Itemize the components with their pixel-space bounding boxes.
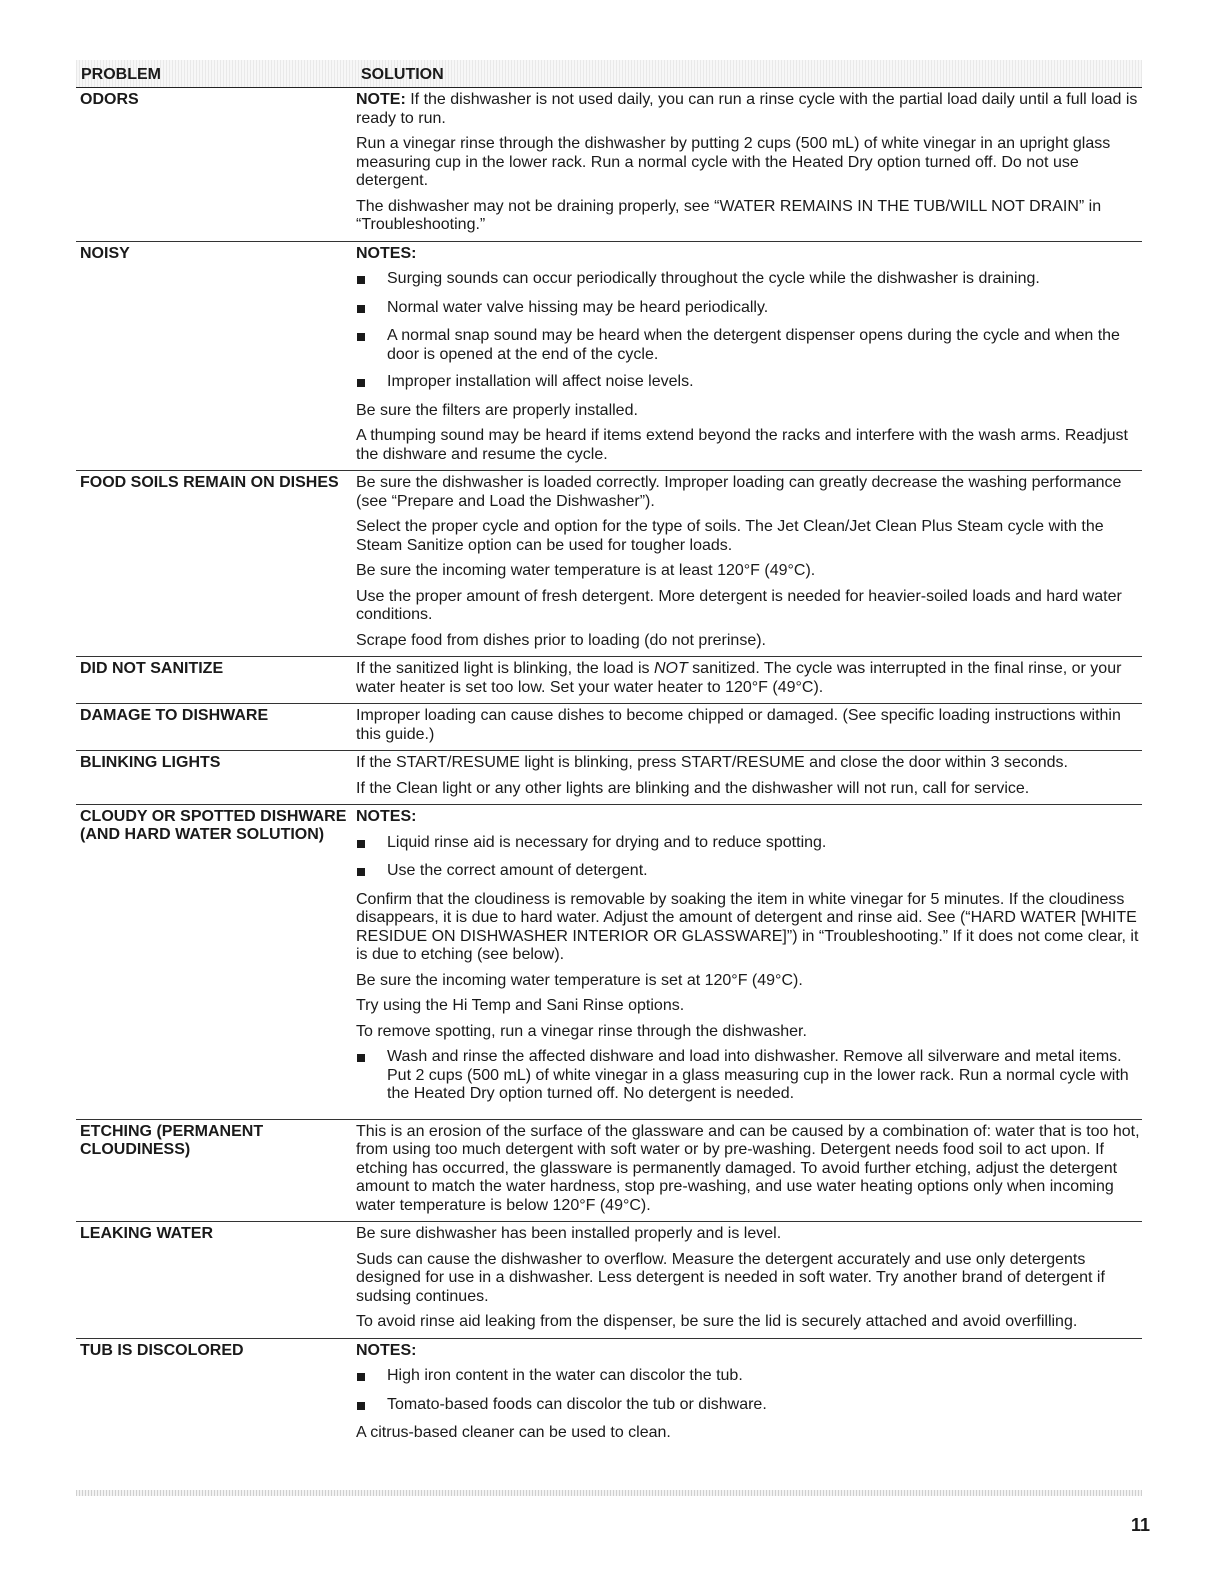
table-row [76,471,1142,657]
problem-label: DID NOT SANITIZE [80,660,224,677]
square-bullet-icon [356,834,387,854]
bullet-text: Surging sounds can occur periodically throughout the cycle while the dishwasher is draining. [387,270,1040,287]
problem-label: DAMAGE TO DISHWARE [80,707,269,724]
notes-heading: NOTES: [356,808,417,825]
table-row [76,805,1142,1120]
table-row [76,751,1142,805]
bullet-text: Improper installation will affect noise levels. [387,373,694,390]
solution-paragraph: Confirm that the cloudiness is removable by soaking the item in white vinegar for 5 minutes. If the cloudiness disappears, it is due to hard water. Adjust the amount of detergent and rinse aid. See (“HARD WATER [WHITE RESIDUE ON DISHWASHER INTERIOR OR GLASSWARE]”) in “Troubleshooting.” If it does not come clear, it is due to etching (see below). [356,890,1139,963]
solution-paragraph: Run a vinegar rinse through the dishwasher by putting 2 cups (500 mL) of white vinegar in an upright glass measuring cup in the lower rack. Run a normal cycle with the Heated Dry option turned off. Do not use detergent. [356,135,1111,189]
solution-paragraph: If the Clean light or any other lights are blinking and the dishwasher will not run, call for service. [356,779,1030,797]
bullet-item [356,1367,1142,1387]
solution-paragraph: A thumping sound may be heard if items extend beyond the racks and interfere with the wash arms. Readjust the dishware and resume the cycle. [356,427,1128,463]
solution-paragraph: Scrape food from dishes prior to loading (do not prerinse). [356,631,766,649]
square-bullet-icon [356,1396,387,1416]
problem-label: BLINKING LIGHTS [80,754,221,771]
notes-heading: NOTES: [356,244,417,262]
solution-column-header: SOLUTION [361,66,444,83]
table-row [76,704,1142,751]
solution-paragraph: Be sure the incoming water temperature is set at 120°F (49°C). [356,971,803,989]
solution-paragraph: Be sure the filters are properly installed. [356,401,638,419]
table-body [76,88,1142,1449]
note-text: If the dishwasher is not used daily, you can run a rinse cycle with the partial load daily until a full load is ready to run. [356,91,1138,127]
solution-paragraph: Improper loading can cause dishes to become chipped or damaged. (See specific loading instructions within this guide.) [356,707,1121,743]
solution-paragraph: Be sure the incoming water temperature is at least 120°F (49°C). [356,562,816,579]
solution-paragraph: To remove spotting, run a vinegar rinse through the dishwasher. [356,1022,807,1040]
table-row [76,88,1142,242]
solution-cell [356,1339,1142,1449]
troubleshooting-table [76,60,1142,1449]
table-header [76,60,1142,88]
note-label: NOTE: [356,91,406,108]
square-bullet-icon [356,862,387,882]
bullet-text: Use the correct amount of detergent. [387,862,648,879]
solution-paragraph: If the START/RESUME light is blinking, press START/RESUME and close the door within 3 seconds. [356,754,1068,771]
solution-cell [356,88,1142,241]
problem-label: ETCHING (PERMANENT CLOUDINESS) [80,1122,264,1158]
solution-cell [356,1120,1142,1222]
solution-paragraph: Be sure the dishwasher is loaded correctly. Improper loading can greatly decrease the washing performance (see “Prepare and Load the Dishwasher”). [356,474,1122,510]
problem-label: FOOD SOILS REMAIN ON DISHES [80,474,339,491]
text-segment: sanitized. The cycle was interrupted in the final rinse, or your water heater is set too low. Set your water heater to 120°F (49°C). [356,660,1122,696]
notes-heading: NOTES: [356,1341,417,1359]
page-number: 11 [1130,1515,1150,1535]
square-bullet-icon [356,270,387,290]
square-bullet-icon [356,299,387,319]
bottom-rule [76,1490,1142,1496]
bullet-item [356,270,1142,290]
solution-cell [356,471,1142,656]
square-bullet-icon [356,1048,387,1104]
bullet-text: Liquid rinse aid is necessary for drying and to reduce spotting. [387,833,827,851]
problem-column-header: PROBLEM [81,66,161,83]
solution-paragraph: The dishwasher may not be draining properly, see “WATER REMAINS IN THE TUB/WILL NOT DRAIN” in “Troubleshooting.” [356,197,1102,233]
bullet-item [356,1048,1142,1104]
problem-label: NOISY [80,244,130,262]
solution-cell [356,657,1142,703]
bullet-item [356,862,1142,882]
problem-label: CLOUDY OR SPOTTED DISHWARE (AND HARD WATER SOLUTION) [80,808,347,843]
square-bullet-icon [356,1367,387,1387]
solution-cell [356,704,1142,750]
solution-cell [356,1222,1142,1338]
table-row [76,1120,1142,1223]
table-row [76,242,1142,472]
table-row [76,1339,1142,1449]
bullet-item [356,299,1142,319]
bullet-text: Wash and rinse the affected dishware and load into dishwasher. Remove all silverware and metal items. Put 2 cups (500 mL) of white vinegar in a glass measuring cup in the lower rack. Run a normal cycle with the Heated Dry option turned off. No detergent is needed. [387,1048,1129,1102]
solution-cell [356,751,1142,804]
solution-paragraph: Suds can cause the dishwasher to overflow. Measure the detergent accurately and use only detergents designed for use in a dishwasher. Less detergent is needed in soft water. Try another brand of detergent if sudsing continues. [356,1250,1105,1305]
problem-label: TUB IS DISCOLORED [80,1341,244,1359]
bullet-item [356,373,1142,393]
note-paragraph [356,91,1142,128]
problem-label: LEAKING WATER [80,1225,214,1242]
table-row [76,1222,1142,1339]
emphasis-text: NOT [653,660,688,677]
solution-paragraph: Be sure dishwasher has been installed properly and is level. [356,1225,782,1242]
bullet-text: Normal water valve hissing may be heard periodically. [387,298,769,316]
square-bullet-icon [356,327,387,364]
square-bullet-icon [356,373,387,393]
solution-cell [356,242,1142,471]
solution-paragraph: This is an erosion of the surface of the glassware and can be caused by a combination of: water that is too hot, from using too much detergent with soft water or by pre-washing. Detergent needs food soil to act upon. If etching has occurred, the glassware is permanently damaged. To avoid further etching, adjust the detergent amount to match the water hardness, stop pre-washing, and use water heating options only when incoming water temperature is below 120°F (49°C). [356,1122,1140,1214]
solution-paragraph: Select the proper cycle and option for the type of soils. The Jet Clean/Jet Clean Plus Steam cycle with the Steam Sanitize option can be used for tougher loads. [356,518,1104,554]
solution-paragraph: To avoid rinse aid leaking from the dispenser, be sure the lid is securely attached and avoid overfilling. [356,1313,1078,1330]
bullet-item [356,834,1142,854]
bullet-item [356,1396,1142,1416]
solution-paragraph: Use the proper amount of fresh detergent. More detergent is needed for heavier-soiled loads and hard water conditions. [356,587,1122,623]
bullet-text: A normal snap sound may be heard when the detergent dispenser opens during the cycle and when the door is opened at the end of the cycle. [387,327,1120,363]
solution-paragraph: Try using the Hi Temp and Sani Rinse options. [356,997,685,1014]
solution-paragraph [356,660,1142,697]
table-row [76,657,1142,704]
solution-paragraph: A citrus-based cleaner can be used to clean. [356,1424,671,1441]
problem-label: ODORS [80,91,139,108]
bullet-item [356,327,1142,364]
bullet-text: High iron content in the water can discolor the tub. [387,1367,743,1384]
solution-cell [356,805,1142,1119]
bullet-text: Tomato-based foods can discolor the tub or dishware. [387,1395,767,1413]
text-segment: If the sanitized light is blinking, the load is [356,660,654,677]
